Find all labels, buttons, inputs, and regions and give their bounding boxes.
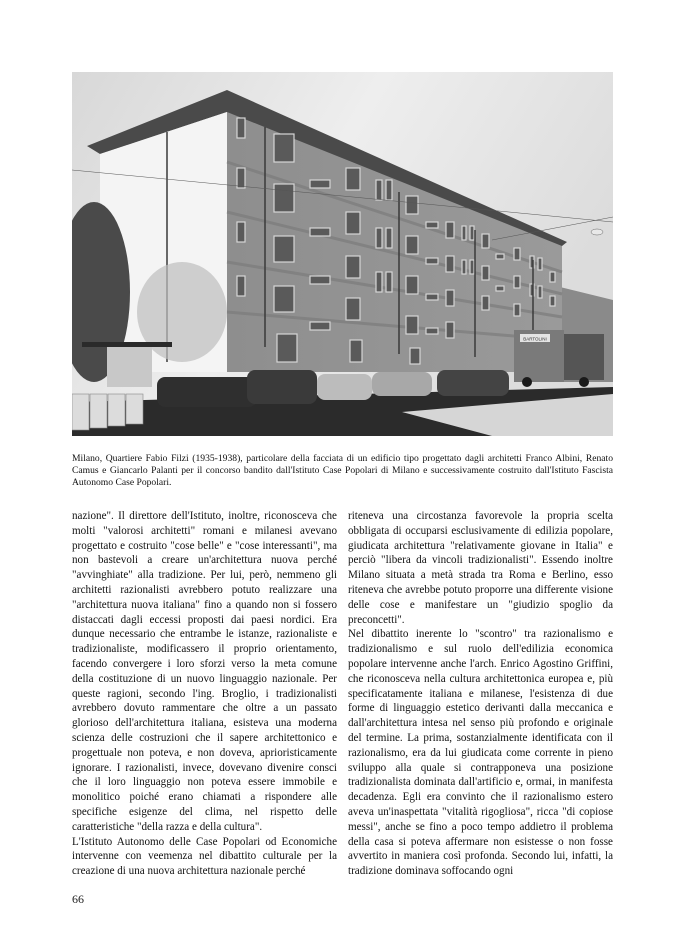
figure-caption: Milano, Quartiere Fabio Filzi (1935-1938), particolare della facciata di un edificio tipo progettato dagli architetti Franco Albini, Renato Camus e Giancarlo Palanti per il concorso bandito dall'Istituto Case Popolari di Milano e successivamente costruito dall'Istituto Fascista Autonomo Case Popolari. xyxy=(72,453,613,488)
page-number: 66 xyxy=(72,891,84,906)
street-lamp xyxy=(591,229,603,235)
paragraph: riteneva una circostanza favorevole la propria scelta obbligata di occuparsi esclusivamente di edilizia popolare, giudicata architettura "relativamente giovane in Italia" e perciò "libera da vincoli tradizionalisti". Essendo inoltre Milano situata a metà strada tra Roma e Berlino, esso riteneva che avrebbe potuto proporre una differente visione delle cose e manifestare un "giudizio spoglio da preconcetti". xyxy=(348,510,613,626)
text-column-right xyxy=(348,509,613,879)
building-photograph xyxy=(72,72,613,436)
text-column-left xyxy=(72,509,337,879)
kiosk-body xyxy=(107,347,152,387)
paragraph: L'Istituto Autonomo delle Case Popolari od Economiche intervenne con veemenza nel dibattito culturale per la creazione di una nuova architettura nazionale perché xyxy=(72,835,337,878)
truck-sign: BARTOLINI xyxy=(523,336,547,342)
body-columns xyxy=(72,509,613,879)
delivery-truck xyxy=(514,330,604,387)
paragraph: nazione". Il direttore dell'Istituto, inoltre, riconosceva che molti "valorosi architetti" romani e milanesi avevano progettato e costruito "cose belle" e "cose interessanti", ma non bastevoli a creare un'architettura nuova perché "avvinghiate" alla tradizione. Per lui, però, nemmeno gli architetti razionalisti avrebbero potuto realizzare una "architettura nuova italiana" fino a quando non si fossero distaccati dagli eccessi proposti dai paesi nordici. Era dunque necessario che entrambe le istanze, razionaliste e tradizionaliste, modificassero il proprio orientamento, facendo convergere i loro sforzi verso la meta comune della costituzione di un nuovo linguaggio nazionale. Per queste ragioni, secondo l'ing. Broglio, i tradizionalisti avrebbero dovuto rammentare che oltre a un passato glorioso dell'architettura italiana, esisteva una moderna scienza delle costruzioni che il sapere architettonico e progettuale non poteva, e non doveva, aprioristicamente ignorare. I razionalisti, invece, dovevano divenire consci che il loro linguaggio non poteva essere immobile e monolitico poiché erano chiamati a rispondere alle specifiche esigenze del clima, nel rispetto delle caratteristiche "della razza e della cultura". xyxy=(72,510,337,833)
paragraph: Nel dibattito inerente lo "scontro" tra razionalismo e tradizionalismo e sul ruolo dell'edilizia economica popolare intervenne anche l'arch. Enrico Agostino Griffini, che riconosceva nella cultura architettonica europea e, più specificatamente italiana e milanese, l'esistenza di due forme di linguaggio estetico derivanti dalla meccanica e dall'architettura intesa nel senso più profondo e originale del termine. La prima, sostanzialmente identificata con il razionalismo, era da lui giudicata come corrente in pieno sviluppo alla quale si contrapponeva una posizione tradizionalista dominata dall'artificio e, ormai, in manifesta decadenza. Egli era convinto che il razionalismo estero aveva un'inaspettata "vitalità rigogliosa", ricca "di copiose messi", anche se fino a poco tempo addietro il problema della casa si poteva affermare non esistesse o non fosse avvertito in maniera così profonda. Secondo lui, infatti, la tradizione dominava soffocando ogni xyxy=(348,628,613,878)
kiosk xyxy=(82,342,172,347)
building-photo-drawing xyxy=(72,72,613,436)
